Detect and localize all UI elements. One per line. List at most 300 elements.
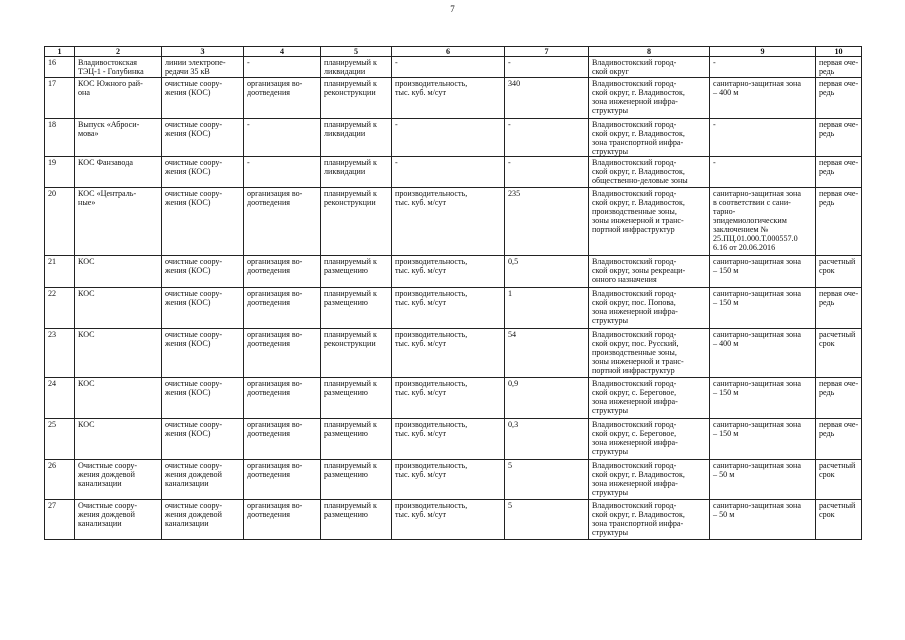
- location-cell: [589, 288, 710, 329]
- object-type-cell: [162, 419, 244, 460]
- cell-line: очистные соору-: [165, 420, 223, 429]
- cell-line: – 400 м: [713, 339, 739, 348]
- cell-line: Владивостокский город-: [592, 461, 677, 470]
- cell-line: Владивостокский город-: [592, 501, 677, 510]
- cell-line: зона инженерной инфра-: [592, 97, 678, 106]
- cell-line: первая оче-: [819, 189, 859, 198]
- cell-line: организация во-: [247, 461, 303, 470]
- cell-line: Очистные соору-: [78, 461, 138, 470]
- cell-line: жения дождевой: [78, 510, 135, 519]
- cell-line: структуры: [592, 106, 629, 115]
- characteristic-cell: [392, 188, 505, 256]
- object-type-cell: [162, 57, 244, 78]
- cell-line: -: [247, 120, 250, 129]
- cell-line: производительность,: [395, 189, 468, 198]
- object-name-cell: [75, 256, 162, 288]
- cell-line: ской округ, зоны рекреаци-: [592, 266, 686, 275]
- cell-line: производительность,: [395, 289, 468, 298]
- zone-cell: [710, 157, 816, 188]
- row-number: 22: [45, 288, 75, 329]
- purpose-cell: [244, 460, 321, 500]
- cell-line: ской округ, г. Владивосток,: [592, 470, 685, 479]
- cell-line: Владивостокский город-: [592, 289, 677, 298]
- cell-line: планируемый к: [324, 501, 377, 510]
- cell-line: ской округ, г. Владивосток,: [592, 129, 685, 138]
- cell-line: редь: [819, 429, 835, 438]
- cell-line: планируемый к: [324, 158, 377, 167]
- cell-line: жения (КОС): [165, 198, 211, 207]
- header-cell: 10: [816, 47, 862, 57]
- cell-line: жения (КОС): [165, 129, 211, 138]
- cell-line: очистные соору-: [165, 379, 223, 388]
- cell-line: КОС «Централь-: [78, 189, 137, 198]
- object-name-cell: [75, 157, 162, 188]
- table-row: [45, 119, 862, 157]
- cell-line: первая оче-: [819, 420, 859, 429]
- cell-line: организация во-: [247, 257, 303, 266]
- cell-line: Владивостокский город-: [592, 79, 677, 88]
- cell-line: зоны инженерной и транс-: [592, 357, 684, 366]
- characteristic-cell: [392, 157, 505, 188]
- cell-line: размещению: [324, 266, 368, 275]
- location-cell: [589, 78, 710, 119]
- zone-cell: [710, 460, 816, 500]
- cell-line: редь: [819, 298, 835, 307]
- cell-line: производительность,: [395, 379, 468, 388]
- cell-line: размещению: [324, 388, 368, 397]
- cell-line: санитарно-защитная зона: [713, 461, 801, 470]
- cell-line: КОС: [78, 330, 95, 339]
- purpose-cell: [244, 119, 321, 157]
- value-cell: 5: [505, 500, 589, 540]
- row-number: 26: [45, 460, 75, 500]
- cell-line: планируемый к: [324, 79, 377, 88]
- cell-line: портной инфраструктур: [592, 366, 675, 375]
- cell-line: очистные соору-: [165, 330, 223, 339]
- characteristic-cell: [392, 329, 505, 378]
- cell-line: первая оче-: [819, 158, 859, 167]
- cell-line: планируемый к: [324, 330, 377, 339]
- cell-line: тыс. куб. м/сут: [395, 510, 446, 519]
- object-name-cell: [75, 78, 162, 119]
- cell-line: зона инженерной инфра-: [592, 438, 678, 447]
- term-cell: [816, 460, 862, 500]
- location-cell: [589, 188, 710, 256]
- cell-line: редь: [819, 198, 835, 207]
- object-type-cell: [162, 460, 244, 500]
- cell-line: первая оче-: [819, 120, 859, 129]
- purpose-cell: [244, 288, 321, 329]
- cell-line: первая оче-: [819, 58, 859, 67]
- cell-line: редачи 35 кВ: [165, 67, 210, 76]
- cell-line: тыс. куб. м/сут: [395, 339, 446, 348]
- cell-line: производительность,: [395, 79, 468, 88]
- cell-line: организация во-: [247, 189, 303, 198]
- cell-line: первая оче-: [819, 79, 859, 88]
- cell-line: -: [713, 120, 716, 129]
- cell-line: срок: [819, 339, 835, 348]
- object-type-cell: [162, 188, 244, 256]
- cell-line: первая оче-: [819, 289, 859, 298]
- object-type-cell: [162, 329, 244, 378]
- cell-line: ской округ, г. Владивосток,: [592, 167, 685, 176]
- header-cell: 9: [710, 47, 816, 57]
- cell-line: планируемый к: [324, 120, 377, 129]
- term-cell: [816, 500, 862, 540]
- cell-line: санитарно-защитная зона: [713, 501, 801, 510]
- cell-line: доотведения: [247, 198, 290, 207]
- cell-line: -: [395, 158, 398, 167]
- cell-line: срок: [819, 266, 835, 275]
- purpose-cell: [244, 157, 321, 188]
- cell-line: Владивостокская: [78, 58, 138, 67]
- cell-line: редь: [819, 167, 835, 176]
- purpose-cell: [244, 419, 321, 460]
- cell-line: очистные соору-: [165, 501, 223, 510]
- cell-line: доотведения: [247, 470, 290, 479]
- cell-line: Очистные соору-: [78, 501, 138, 510]
- characteristic-cell: [392, 419, 505, 460]
- characteristic-cell: [392, 256, 505, 288]
- cell-line: канализации: [165, 479, 209, 488]
- cell-line: планируемый к: [324, 289, 377, 298]
- cell-line: жения дождевой: [165, 470, 222, 479]
- cell-line: Владивостокский город-: [592, 330, 677, 339]
- cell-line: срок: [819, 510, 835, 519]
- cell-line: редь: [819, 88, 835, 97]
- cell-line: доотведения: [247, 339, 290, 348]
- cell-line: ликвидации: [324, 167, 366, 176]
- cell-line: – 150 м: [713, 266, 739, 275]
- characteristic-cell: [392, 288, 505, 329]
- cell-line: – 50 м: [713, 470, 735, 479]
- zone-cell: [710, 119, 816, 157]
- cell-line: зона инженерной инфра-: [592, 479, 678, 488]
- header-cell: 7: [505, 47, 589, 57]
- purpose-cell: [244, 329, 321, 378]
- object-type-cell: [162, 157, 244, 188]
- cell-line: тарно-: [713, 207, 736, 216]
- cell-line: Владивостокский город-: [592, 379, 677, 388]
- cell-line: ликвидации: [324, 129, 366, 138]
- cell-line: ные»: [78, 198, 96, 207]
- term-cell: [816, 378, 862, 419]
- cell-line: очистные соору-: [165, 79, 223, 88]
- cell-line: планируемый к: [324, 189, 377, 198]
- header-cell: 6: [392, 47, 505, 57]
- cell-line: структуры: [592, 316, 629, 325]
- cell-line: структуры: [592, 147, 629, 156]
- cell-line: расчетный: [819, 330, 856, 339]
- cell-line: ской округ: [592, 67, 629, 76]
- cell-line: зона инженерной инфра-: [592, 307, 678, 316]
- cell-line: организация во-: [247, 379, 303, 388]
- object-name-cell: [75, 419, 162, 460]
- cell-line: ской округ, г. Владивосток,: [592, 198, 685, 207]
- object-type-cell: [162, 256, 244, 288]
- object-name-cell: [75, 188, 162, 256]
- cell-line: – 150 м: [713, 388, 739, 397]
- cell-line: тыс. куб. м/сут: [395, 429, 446, 438]
- cell-line: планируемый к: [324, 58, 377, 67]
- header-cell: 5: [321, 47, 392, 57]
- cell-line: санитарно-защитная зона: [713, 420, 801, 429]
- purpose-cell: [244, 78, 321, 119]
- cell-line: -: [713, 158, 716, 167]
- cell-line: планируемый к: [324, 257, 377, 266]
- location-cell: [589, 57, 710, 78]
- cell-line: расчетный: [819, 501, 856, 510]
- cell-line: портной инфраструктур: [592, 225, 675, 234]
- cell-line: очистные соору-: [165, 158, 223, 167]
- cell-line: КОС Южного рай-: [78, 79, 143, 88]
- cell-line: канализации: [78, 479, 122, 488]
- value-cell: 0,3: [505, 419, 589, 460]
- term-cell: [816, 188, 862, 256]
- purpose-cell: [244, 256, 321, 288]
- cell-line: ской округ, г. Владивосток,: [592, 510, 685, 519]
- cell-line: канализации: [78, 519, 122, 528]
- term-cell: [816, 157, 862, 188]
- cell-line: производительность,: [395, 461, 468, 470]
- cell-line: редь: [819, 388, 835, 397]
- header-cell: 4: [244, 47, 321, 57]
- cell-line: производительность,: [395, 420, 468, 429]
- cell-line: организация во-: [247, 330, 303, 339]
- cell-line: КОС: [78, 420, 95, 429]
- row-number: 18: [45, 119, 75, 157]
- cell-line: жения (КОС): [165, 298, 211, 307]
- value-cell: -: [505, 57, 589, 78]
- cell-line: -: [247, 58, 250, 67]
- cell-line: тыс. куб. м/сут: [395, 388, 446, 397]
- cell-line: размещению: [324, 470, 368, 479]
- purpose-cell: [244, 378, 321, 419]
- cell-line: размещению: [324, 298, 368, 307]
- cell-line: онного назначения: [592, 275, 657, 284]
- cell-line: санитарно-защитная зона: [713, 189, 801, 198]
- object-type-cell: [162, 500, 244, 540]
- cell-line: очистные соору-: [165, 461, 223, 470]
- cell-line: жения (КОС): [165, 167, 211, 176]
- status-cell: [321, 188, 392, 256]
- cell-line: -: [247, 158, 250, 167]
- cell-line: Владивостокский город-: [592, 420, 677, 429]
- cell-line: санитарно-защитная зона: [713, 257, 801, 266]
- zone-cell: [710, 78, 816, 119]
- cell-line: размещению: [324, 429, 368, 438]
- table-row: [45, 288, 862, 329]
- cell-line: – 150 м: [713, 429, 739, 438]
- cell-line: 25.ПЦ.01.000.Т.000557.0: [713, 234, 798, 243]
- cell-line: эпидемиологическим: [713, 216, 787, 225]
- cell-line: – 50 м: [713, 510, 735, 519]
- cell-line: ТЭЦ-1 - Голубинка: [78, 67, 144, 76]
- purpose-cell: [244, 57, 321, 78]
- term-cell: [816, 57, 862, 78]
- cell-line: санитарно-защитная зона: [713, 79, 801, 88]
- status-cell: [321, 288, 392, 329]
- cell-line: редь: [819, 67, 835, 76]
- table-row: [45, 188, 862, 256]
- cell-line: жения (КОС): [165, 429, 211, 438]
- cell-line: -: [713, 58, 716, 67]
- header-cell: 8: [589, 47, 710, 57]
- cell-line: организация во-: [247, 420, 303, 429]
- row-number: 20: [45, 188, 75, 256]
- cell-line: ской округ, г. Владивосток,: [592, 88, 685, 97]
- location-cell: [589, 460, 710, 500]
- characteristic-cell: [392, 57, 505, 78]
- cell-line: зона транспортной инфра-: [592, 519, 684, 528]
- cell-line: жения (КОС): [165, 88, 211, 97]
- object-name-cell: [75, 378, 162, 419]
- object-type-cell: [162, 288, 244, 329]
- cell-line: жения дождевой: [165, 510, 222, 519]
- cell-line: организация во-: [247, 79, 303, 88]
- zone-cell: [710, 188, 816, 256]
- cell-line: расчетный: [819, 257, 856, 266]
- cell-line: ской округ, пос. Попова,: [592, 298, 676, 307]
- value-cell: 54: [505, 329, 589, 378]
- row-number: 24: [45, 378, 75, 419]
- cell-line: доотведения: [247, 88, 290, 97]
- term-cell: [816, 119, 862, 157]
- cell-line: тыс. куб. м/сут: [395, 298, 446, 307]
- characteristic-cell: [392, 119, 505, 157]
- location-cell: [589, 419, 710, 460]
- location-cell: [589, 157, 710, 188]
- value-cell: 0,5: [505, 256, 589, 288]
- cell-line: линии электропе-: [165, 58, 226, 67]
- cell-line: организация во-: [247, 289, 303, 298]
- cell-line: тыс. куб. м/сут: [395, 88, 446, 97]
- cell-line: размещению: [324, 510, 368, 519]
- table-row: [45, 256, 862, 288]
- cell-line: доотведения: [247, 298, 290, 307]
- cell-line: Выпуск «Аброси-: [78, 120, 140, 129]
- row-number: 25: [45, 419, 75, 460]
- table-row: [45, 419, 862, 460]
- object-type-cell: [162, 119, 244, 157]
- cell-line: структуры: [592, 488, 629, 497]
- table-row: [45, 378, 862, 419]
- cell-line: тыс. куб. м/сут: [395, 198, 446, 207]
- cell-line: структуры: [592, 447, 629, 456]
- cell-line: ской округ, пос. Русский,: [592, 339, 679, 348]
- zone-cell: [710, 288, 816, 329]
- characteristic-cell: [392, 78, 505, 119]
- status-cell: [321, 378, 392, 419]
- cell-line: Владивостокский город-: [592, 158, 677, 167]
- header-cell: 3: [162, 47, 244, 57]
- cell-line: -: [395, 120, 398, 129]
- cell-line: она: [78, 88, 90, 97]
- table-row: [45, 157, 862, 188]
- row-number: 27: [45, 500, 75, 540]
- cell-line: жения дождевой: [78, 470, 135, 479]
- cell-line: доотведения: [247, 266, 290, 275]
- object-name-cell: [75, 57, 162, 78]
- characteristic-cell: [392, 460, 505, 500]
- characteristic-cell: [392, 378, 505, 419]
- zone-cell: [710, 329, 816, 378]
- table-body: [45, 57, 862, 540]
- object-name-cell: [75, 288, 162, 329]
- cell-line: планируемый к: [324, 420, 377, 429]
- cell-line: Владивостокский город-: [592, 120, 677, 129]
- table-row: [45, 57, 862, 78]
- table-row: [45, 329, 862, 378]
- status-cell: [321, 329, 392, 378]
- value-cell: 0,9: [505, 378, 589, 419]
- zone-cell: [710, 419, 816, 460]
- cell-line: тыс. куб. м/сут: [395, 266, 446, 275]
- zone-cell: [710, 500, 816, 540]
- object-name-cell: [75, 329, 162, 378]
- status-cell: [321, 500, 392, 540]
- cell-line: – 150 м: [713, 298, 739, 307]
- cell-line: канализации: [165, 519, 209, 528]
- header-cell: 1: [45, 47, 75, 57]
- value-cell: -: [505, 119, 589, 157]
- term-cell: [816, 288, 862, 329]
- location-cell: [589, 500, 710, 540]
- row-number: 23: [45, 329, 75, 378]
- term-cell: [816, 256, 862, 288]
- cell-line: производительность,: [395, 330, 468, 339]
- cell-line: зона инженерной инфра-: [592, 397, 678, 406]
- table-row: [45, 460, 862, 500]
- location-cell: [589, 119, 710, 157]
- cell-line: тыс. куб. м/сут: [395, 470, 446, 479]
- cell-line: реконструкции: [324, 88, 376, 97]
- cell-line: очистные соору-: [165, 289, 223, 298]
- value-cell: -: [505, 157, 589, 188]
- table-row: [45, 500, 862, 540]
- cell-line: структуры: [592, 406, 629, 415]
- cell-line: санитарно-защитная зона: [713, 379, 801, 388]
- value-cell: 1: [505, 288, 589, 329]
- cell-line: доотведения: [247, 510, 290, 519]
- page-number: 7: [450, 4, 455, 14]
- table-row: [45, 78, 862, 119]
- cell-line: доотведения: [247, 429, 290, 438]
- cell-line: заключением №: [713, 225, 769, 234]
- term-cell: [816, 419, 862, 460]
- object-name-cell: [75, 460, 162, 500]
- header-cell: 2: [75, 47, 162, 57]
- characteristic-cell: [392, 500, 505, 540]
- zone-cell: [710, 57, 816, 78]
- cell-line: производительность,: [395, 257, 468, 266]
- cell-line: очистные соору-: [165, 189, 223, 198]
- status-cell: [321, 256, 392, 288]
- status-cell: [321, 119, 392, 157]
- cell-line: санитарно-защитная зона: [713, 289, 801, 298]
- status-cell: [321, 78, 392, 119]
- purpose-cell: [244, 500, 321, 540]
- term-cell: [816, 329, 862, 378]
- status-cell: [321, 419, 392, 460]
- location-cell: [589, 329, 710, 378]
- cell-line: ской округ, с. Береговое,: [592, 388, 677, 397]
- cell-line: срок: [819, 470, 835, 479]
- cell-line: ской округ, с. Береговое,: [592, 429, 677, 438]
- cell-line: Владивостокский город-: [592, 257, 677, 266]
- cell-line: -: [395, 58, 398, 67]
- cell-line: редь: [819, 129, 835, 138]
